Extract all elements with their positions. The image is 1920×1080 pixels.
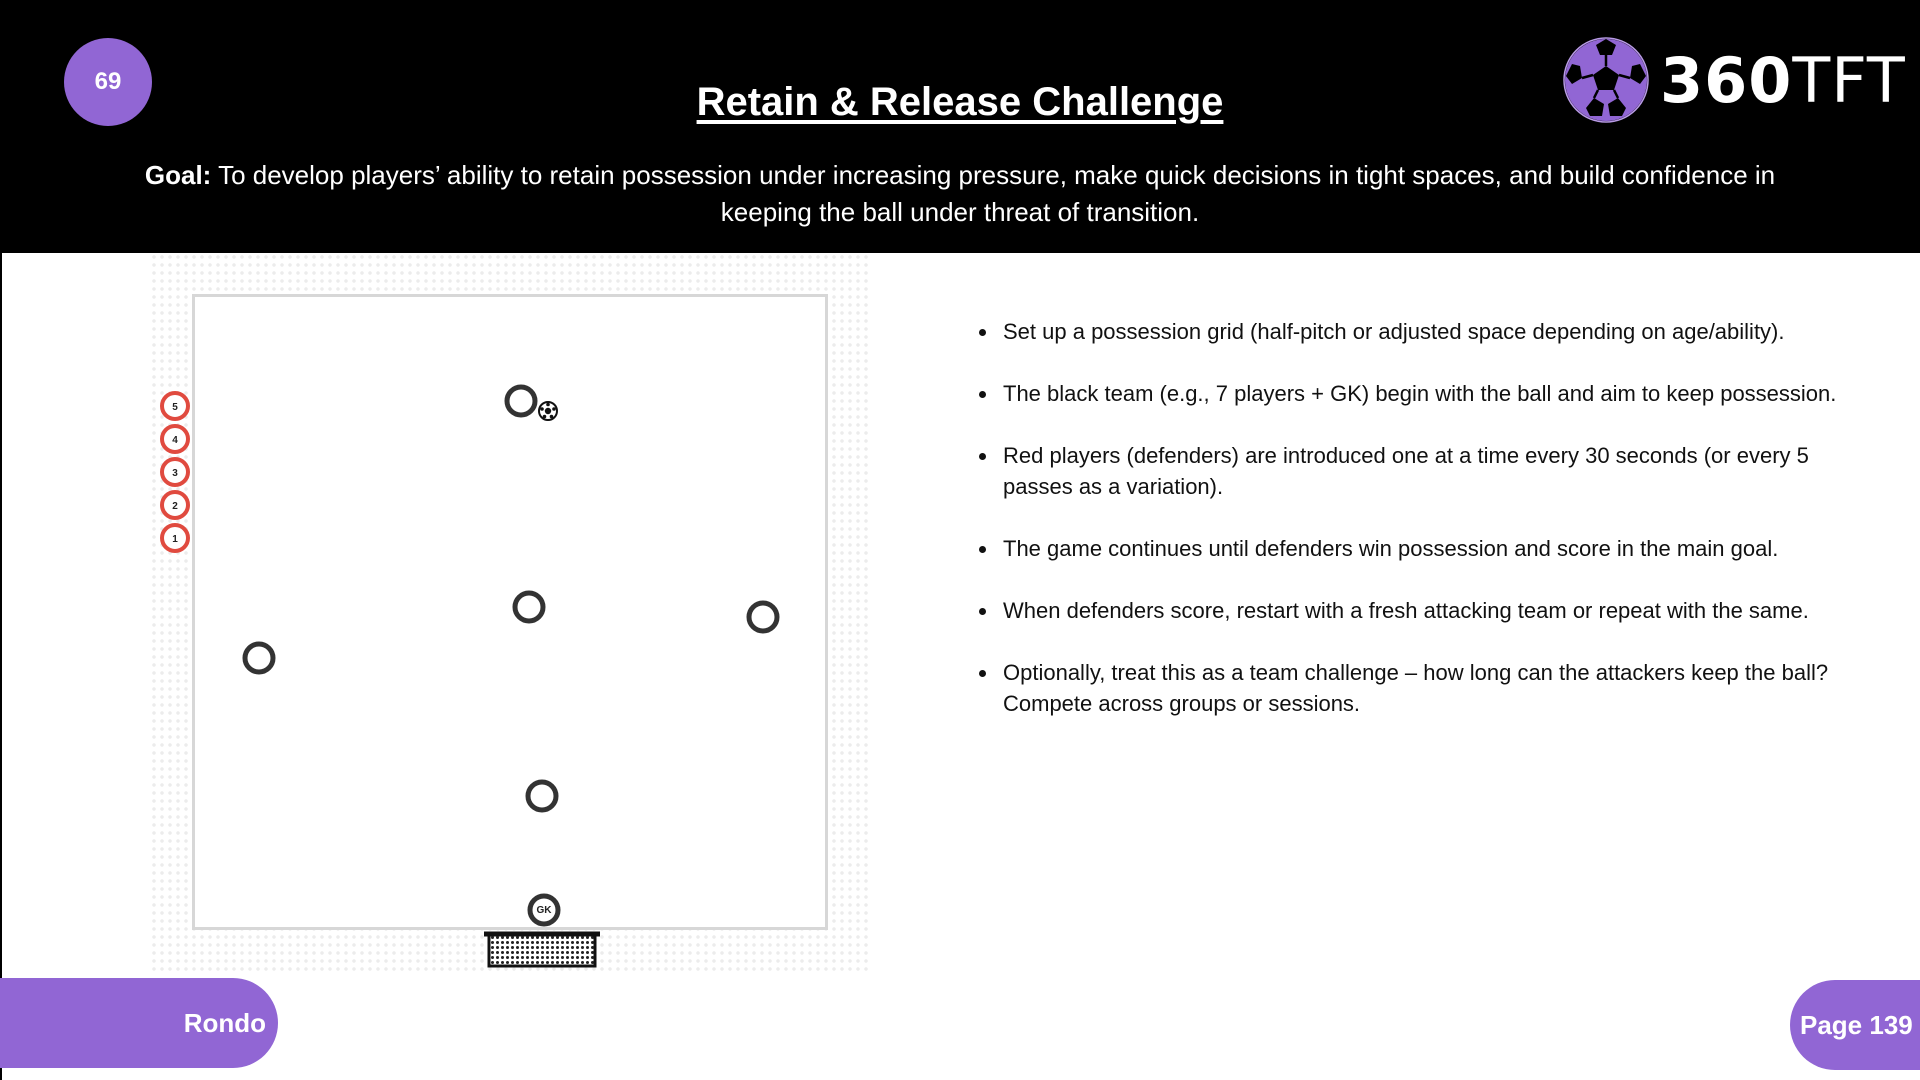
defender-marker bbox=[162, 459, 188, 485]
goalkeeper-marker bbox=[530, 896, 558, 924]
attacker-marker bbox=[528, 782, 556, 810]
svg-text:3: 3 bbox=[172, 468, 178, 479]
goal-net bbox=[484, 934, 600, 966]
instruction-item: • Optionally, treat this as a team challenge – how long can the attackers keep the ball? Compete across groups or sessions. bbox=[999, 657, 1839, 719]
svg-text:1: 1 bbox=[172, 534, 178, 545]
page-title: Retain & Release Challenge bbox=[696, 80, 1224, 124]
goal-text: To develop players’ ability to retain possession under increasing pressure, make quick decisions in tight spaces, and build confidence in keeping the ball under threat of transition. bbox=[211, 160, 1776, 227]
defender-marker bbox=[162, 492, 188, 518]
instruction-item: • The black team (e.g., 7 players + GK) begin with the ball and aim to keep possession. bbox=[999, 378, 1839, 409]
attacker-marker bbox=[749, 603, 777, 631]
brand-wordmark: 360TFT bbox=[1660, 43, 1906, 117]
svg-text:5: 5 bbox=[172, 402, 178, 413]
svg-text:GK: GK bbox=[536, 905, 552, 916]
svg-text:2: 2 bbox=[172, 501, 178, 512]
instruction-list bbox=[975, 316, 1839, 750]
instruction-item: • Red players (defenders) are introduced one at a time every 30 seconds (or every 5 passes as a variation). bbox=[999, 440, 1839, 502]
instruction-item: • The game continues until defenders win possession and score in the main goal. bbox=[999, 533, 1839, 564]
attacker-marker bbox=[245, 644, 273, 672]
category-tab: Rondo bbox=[0, 978, 278, 1068]
instruction-item: • Set up a possession grid (half-pitch or adjusted space depending on age/ability). bbox=[999, 316, 1839, 347]
instruction-item: • When defenders score, restart with a fresh attacking team or repeat with the same. bbox=[999, 595, 1839, 626]
page-number-badge: 69 bbox=[64, 38, 152, 126]
attacker-marker bbox=[507, 387, 535, 415]
goal-label: Goal: bbox=[144, 160, 212, 190]
defender-marker bbox=[162, 426, 188, 452]
page-number-tab: Page 139 bbox=[1790, 980, 1920, 1070]
attacker-marker bbox=[515, 593, 543, 621]
attacker-players bbox=[245, 387, 777, 810]
ball-icon bbox=[539, 402, 557, 420]
defender-queue bbox=[162, 393, 188, 551]
svg-text:4: 4 bbox=[172, 435, 178, 446]
defender-marker bbox=[162, 525, 188, 551]
defender-marker bbox=[162, 393, 188, 419]
